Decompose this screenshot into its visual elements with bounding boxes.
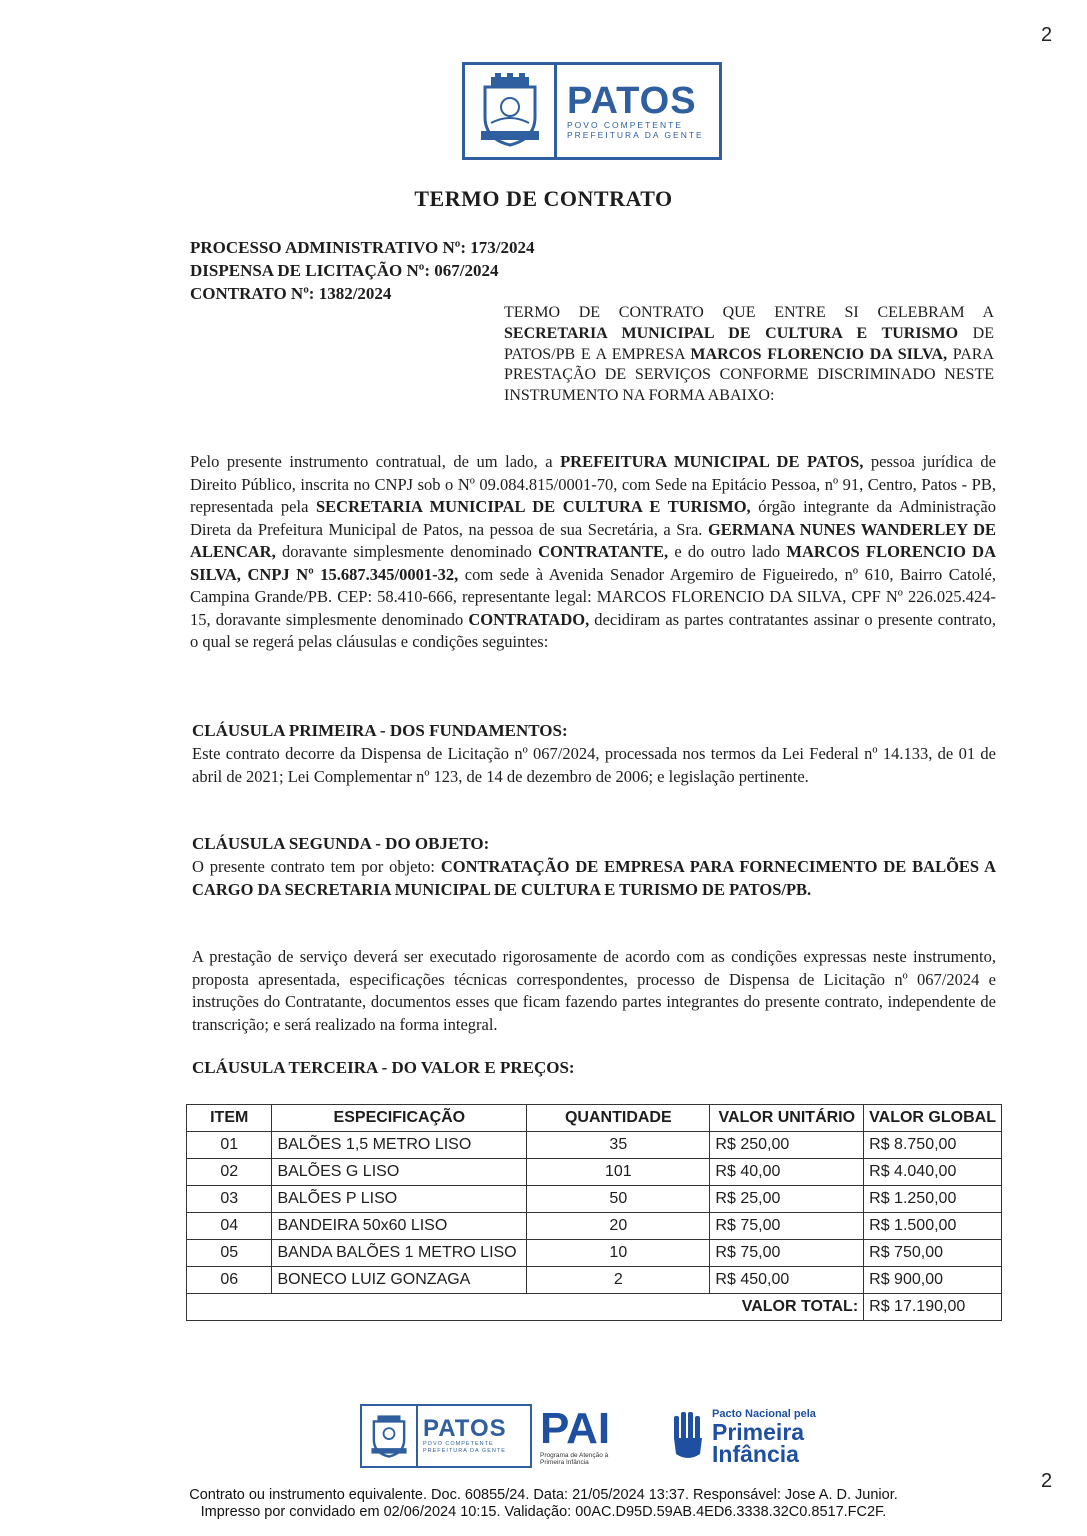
footer-patos-name: PATOS: [423, 1415, 507, 1442]
header-tagline-2: PREFEITURA DA GENTE: [567, 130, 704, 140]
cell-valor-unitario: R$ 75,00: [710, 1213, 864, 1240]
cell-valor-global: R$ 1.500,00: [864, 1213, 1002, 1240]
pacto-hand-icon: [670, 1410, 708, 1462]
price-table: [186, 1104, 1002, 1321]
page-number-bottom: 2: [1041, 1470, 1053, 1492]
contract-preamble: TERMO DE CONTRATO QUE ENTRE SI CELEBRAM A SECRETARIA MUNICIPAL DE CULTURA E TURISMO DE PATOS/PB E A EMPRESA MARCOS FLORENCIO DA SILVA, PARA PRESTAÇÃO DE SERVIÇOS CONFORME DISCRIMINADO NESTE INSTRUMENTO NA FORMA ABAIXO:: [504, 304, 994, 405]
cell-valor-unitario: R$ 450,00: [710, 1267, 864, 1294]
cell-especificacao: BALÕES 1,5 METRO LISO: [272, 1132, 527, 1159]
clause-2-text: A prestação de serviço deverá ser executado rigorosamente de acordo com as condições expressas neste instrumento, proposta apresentada, especificações técnicas correspondentes, processo de Dispensa de Licitação nº 067/2024 e instruções do Contratante, documentos esses que ficam fazendo partes integrantes do presente contrato, independente de transcrição; e será realizado na forma integral.: [192, 947, 996, 1034]
footer-pacto-logo: [670, 1404, 830, 1468]
cell-especificacao: BONECO LUIZ GONZAGA: [272, 1267, 527, 1294]
pacto-top-text: Pacto Nacional pela: [712, 1408, 816, 1420]
pai-subtitle: Programa de Atenção à Primeira Infância: [540, 1452, 609, 1466]
cell-quantidade: 50: [527, 1186, 710, 1213]
cell-quantidade: 20: [527, 1213, 710, 1240]
pacto-line-2: Infância: [712, 1441, 799, 1467]
cell-quantidade: 35: [527, 1132, 710, 1159]
patos-header-logo: [462, 62, 722, 160]
header-valor-unitario: VALOR UNITÁRIO: [710, 1105, 864, 1132]
cell-item: 02: [187, 1159, 272, 1186]
cell-quantidade: 2: [527, 1267, 710, 1294]
clause-1-text: Este contrato decorre da Dispensa de Licitação nº 067/2024, processada nos termos da Lei Federal nº 14.133, de 01 de abril de 2021; Lei Complementar nº 123, de 14 de dezembro de 2006; e legislação pertinente.: [192, 744, 996, 786]
cell-especificacao: BALÕES P LISO: [272, 1186, 527, 1213]
table-header-row: [187, 1105, 1002, 1132]
cell-valor-unitario: R$ 75,00: [710, 1240, 864, 1267]
cell-quantidade: 101: [527, 1159, 710, 1186]
cell-valor-global: R$ 900,00: [864, 1267, 1002, 1294]
page-number-top: 2: [1041, 24, 1053, 46]
cell-valor-unitario: R$ 40,00: [710, 1159, 864, 1186]
table-row: [187, 1267, 1002, 1294]
cell-quantidade: 10: [527, 1240, 710, 1267]
table-row: [187, 1132, 1002, 1159]
header-valor-global: VALOR GLOBAL: [864, 1105, 1002, 1132]
cell-item: 03: [187, 1186, 272, 1213]
cell-valor-global: R$ 8.750,00: [864, 1132, 1002, 1159]
cell-valor-unitario: R$ 25,00: [710, 1186, 864, 1213]
cell-item: 04: [187, 1213, 272, 1240]
footer-patos-logo: [360, 1404, 532, 1468]
contrato-number: CONTRATO Nº: 1382/2024: [190, 284, 392, 303]
footer-validation-info: Impresso por convidado em 02/06/2024 10:15. Validação: 00AC.D95D.59AB.4ED6.3338.32C0.8517.FC2F.: [200, 1504, 887, 1520]
total-label: VALOR TOTAL:: [187, 1294, 864, 1321]
header-tagline-1: POVO COMPETENTE: [567, 120, 683, 130]
header-item: ITEM: [187, 1105, 272, 1132]
cell-item: 05: [187, 1240, 272, 1267]
header-especificacao: ESPECIFICAÇÃO: [272, 1105, 527, 1132]
footer-patos-tag-2: PREFEITURA DA GENTE: [423, 1448, 506, 1454]
document-title: TERMO DE CONTRATO: [414, 186, 673, 211]
footer-pai-logo: [538, 1404, 664, 1468]
clause-2-title: CLÁUSULA SEGUNDA - DO OBJETO:: [192, 834, 490, 853]
total-value: R$ 17.190,00: [864, 1294, 1002, 1321]
clause-2-object: O presente contrato tem por objeto: CONTRATAÇÃO DE EMPRESA PARA FORNECIMENTO DE BALÕES A CARGO DA SECRETARIA MUNICIPAL DE CULTURA E TURISMO DE PATOS/PB.: [192, 857, 996, 899]
table-row: [187, 1240, 1002, 1267]
cell-especificacao: BANDEIRA 50x60 LISO: [272, 1213, 527, 1240]
patos-crest-icon: [465, 65, 557, 157]
intro-paragraph: Pelo presente instrumento contratual, de um lado, a PREFEITURA MUNICIPAL DE PATOS, pessoa jurídica de Direito Público, inscrita no CNPJ sob o Nº 09.084.815/0001-70, com Sede na Epitácio Pessoa, nº 91, Centro, Patos - PB, representada pela SECRETARIA MUNICIPAL DE CULTURA E TURISMO, órgão integrante da Administração Direta da Prefeitura Municipal de Patos, na pessoa de sua Secretária, a Sra. GERMANA NUNES WANDERLEY DE ALENCAR, doravante simplesmente denominado CONTRATANTE, e do outro lado MARCOS FLORENCIO DA SILVA, CNPJ Nº 15.687.345/0001-32, com sede à Avenida Senador Argemiro de Figueiredo, nº 610, Bairro Catolé, Campina Grande/PB. CEP: 58.410-666, representante legal: MARCOS FLORENCIO DA SILVA, CPF Nº 226.025.424-15, doravante simplesmente denominado CONTRATADO, decidiram as partes contratantes assinar o presente contrato, o qual se regerá pelas cláusulas e condições seguintes:: [190, 452, 996, 651]
cell-valor-unitario: R$ 250,00: [710, 1132, 864, 1159]
cell-valor-global: R$ 4.040,00: [864, 1159, 1002, 1186]
header-brand-name: PATOS: [567, 80, 697, 122]
cell-valor-global: R$ 750,00: [864, 1240, 1002, 1267]
clause-1-title: CLÁUSULA PRIMEIRA - DOS FUNDAMENTOS:: [192, 721, 568, 740]
patos-crest-icon: [362, 1406, 418, 1466]
header-quantidade: QUANTIDADE: [527, 1105, 710, 1132]
table-row: [187, 1186, 1002, 1213]
footer-patos-tag-1: POVO COMPETENTE: [423, 1441, 494, 1447]
dispensa-number: DISPENSA DE LICITAÇÃO Nº: 067/2024: [190, 261, 499, 280]
processo-number: PROCESSO ADMINISTRATIVO Nº: 173/2024: [190, 238, 535, 257]
cell-especificacao: BANDA BALÕES 1 METRO LISO: [272, 1240, 527, 1267]
footer-document-info: Contrato ou instrumento equivalente. Doc. 60855/24. Data: 21/05/2024 13:37. Responsável: Jose A. D. Junior.: [189, 1487, 898, 1503]
cell-valor-global: R$ 1.250,00: [864, 1186, 1002, 1213]
clause-3-title: CLÁUSULA TERCEIRA - DO VALOR E PREÇOS:: [192, 1058, 575, 1077]
cell-item: 06: [187, 1267, 272, 1294]
footer-logos: [360, 1400, 830, 1472]
pai-wordmark: PAI: [540, 1404, 611, 1453]
table-row: [187, 1159, 1002, 1186]
table-total-row: [187, 1294, 1002, 1321]
cell-especificacao: BALÕES G LISO: [272, 1159, 527, 1186]
pacto-line-1: Primeira: [712, 1419, 805, 1445]
table-row: [187, 1213, 1002, 1240]
cell-item: 01: [187, 1132, 272, 1159]
